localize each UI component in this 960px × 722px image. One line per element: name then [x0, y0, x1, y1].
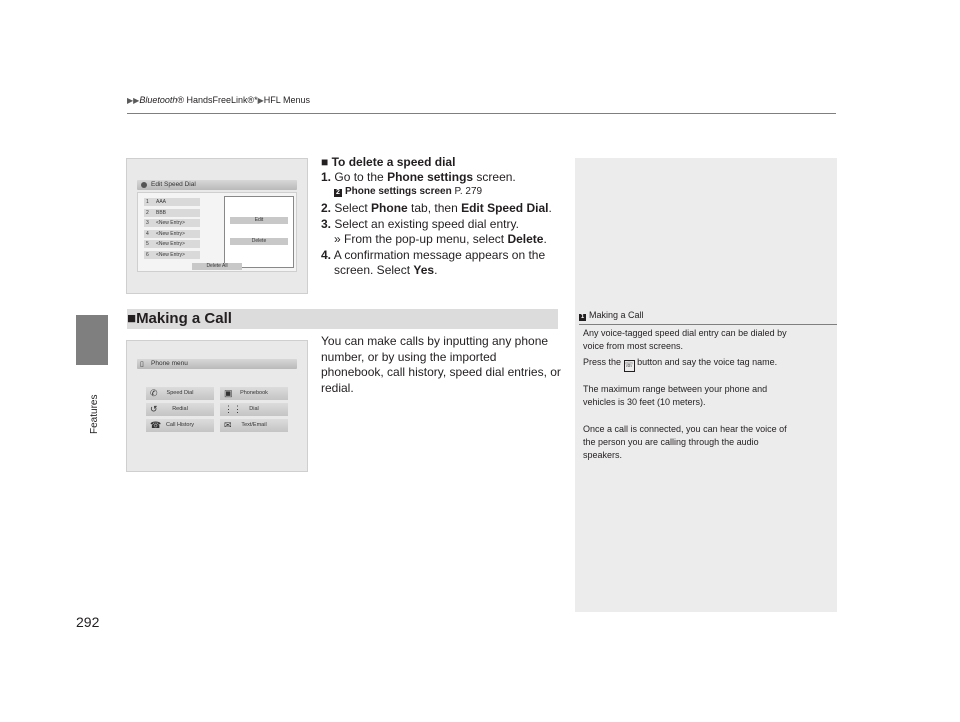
- menu-speed-dial: ✆ Speed Dial: [146, 387, 214, 400]
- phonebook-icon: ▣: [224, 388, 233, 398]
- paragraph-line: number, or by using the imported: [321, 350, 497, 364]
- speed-dial-icon: ✆: [150, 388, 158, 398]
- note-line: voice from most screens.: [583, 341, 684, 351]
- note-icon: 1: [580, 314, 585, 320]
- paragraph-line: phonebook, call history, speed dial entries, or: [321, 365, 561, 379]
- note-line: the person you are calling through the audio: [583, 437, 759, 447]
- call-history-icon: ☎: [150, 420, 162, 430]
- menu-call-history: ☎ Call History: [146, 419, 214, 432]
- breadcrumb-arrow-icon: ▶: [257, 96, 264, 105]
- note-line: Press the ☏ button and say the voice tag name.: [583, 357, 777, 372]
- keypad-icon: ⋮⋮: [224, 404, 242, 414]
- back-icon: [141, 182, 147, 188]
- reference-link[interactable]: Phone settings screen: [345, 186, 452, 197]
- square-bullet-icon: ■: [127, 310, 137, 327]
- breadcrumb-hfl-menus: HFL Menus: [263, 95, 310, 105]
- section-title: ■Making a Call: [127, 310, 232, 327]
- phone-icon: ▯: [140, 361, 144, 368]
- popup-edit-button: Edit: [230, 217, 288, 224]
- breadcrumb-handsfreelink: ® HandsFreeLink®*: [177, 95, 258, 105]
- message-icon: ✉: [224, 420, 232, 430]
- list-item: 3 <New Entry>: [144, 219, 200, 227]
- step-1: 1. Go to the Phone settings screen.: [321, 170, 516, 184]
- list-item: 4 <New Entry>: [144, 230, 200, 238]
- subsection-heading: ■ To delete a speed dial: [321, 155, 456, 169]
- edit-speed-dial-screenshot: [126, 158, 308, 294]
- step-3: 3. Select an existing speed dial entry.: [321, 217, 519, 231]
- popup-delete-button: Delete: [230, 238, 288, 245]
- chapter-label-text: Features: [89, 394, 100, 434]
- note-line: Once a call is connected, you can hear the voice of: [583, 424, 787, 434]
- note-line: vehicles is 30 feet (10 meters).: [583, 397, 706, 407]
- note-line: The maximum range between your phone and: [583, 384, 768, 394]
- talk-button-icon: ☏: [624, 360, 635, 372]
- chapter-label: [85, 370, 101, 440]
- square-bullet-icon: ■: [321, 155, 329, 169]
- cross-reference[interactable]: 2 Phone settings screen P. 279: [334, 186, 482, 197]
- list-item: 5 <New Entry>: [144, 240, 200, 248]
- step-2: 2. Select Phone tab, then Edit Speed Dial.: [321, 201, 552, 215]
- menu-dial: ⋮⋮ Dial: [220, 403, 288, 416]
- note-divider: [579, 324, 837, 325]
- note-line: Any voice-tagged speed dial entry can be dialed by: [583, 328, 787, 338]
- list-item: 1 AAA: [144, 198, 200, 206]
- list-item: 6 <New Entry>: [144, 251, 200, 259]
- list-item: 2 BBB: [144, 209, 200, 217]
- step-4: 4. A confirmation message appears on the: [321, 248, 546, 262]
- popup-menu: [224, 196, 294, 268]
- screen-title-bar: [137, 180, 297, 190]
- header-divider: [127, 113, 836, 114]
- step-4-line2: screen. Select Yes.: [334, 263, 438, 277]
- screen-title-bar: [137, 359, 297, 369]
- chapter-tab: [76, 315, 108, 365]
- speed-dial-list: [137, 192, 297, 272]
- breadcrumb-bluetooth: Bluetooth: [139, 95, 178, 105]
- menu-text-email: ✉ Text/Email: [220, 419, 288, 432]
- paragraph-line: You can make calls by inputting any phone: [321, 334, 549, 348]
- arrow-icon: »: [334, 232, 341, 246]
- redial-icon: ↺: [150, 404, 158, 414]
- screen-title: Edit Speed Dial: [151, 181, 196, 188]
- delete-all-button: Delete All: [192, 263, 242, 270]
- reference-icon: 2: [334, 189, 342, 197]
- page-number: 292: [76, 614, 100, 630]
- note-title: 1 Making a Call: [580, 310, 644, 320]
- breadcrumb-arrow-icon: ▶▶: [127, 96, 140, 105]
- phone-menu-screenshot: [126, 340, 308, 472]
- breadcrumb: [127, 95, 310, 105]
- menu-redial: ↺ Redial: [146, 403, 214, 416]
- paragraph-line: redial.: [321, 381, 354, 395]
- note-line: speakers.: [583, 450, 623, 460]
- step-3-substep: » From the pop-up menu, select Delete.: [334, 232, 547, 246]
- screen-title: Phone menu: [151, 360, 188, 367]
- menu-phonebook: ▣ Phonebook: [220, 387, 288, 400]
